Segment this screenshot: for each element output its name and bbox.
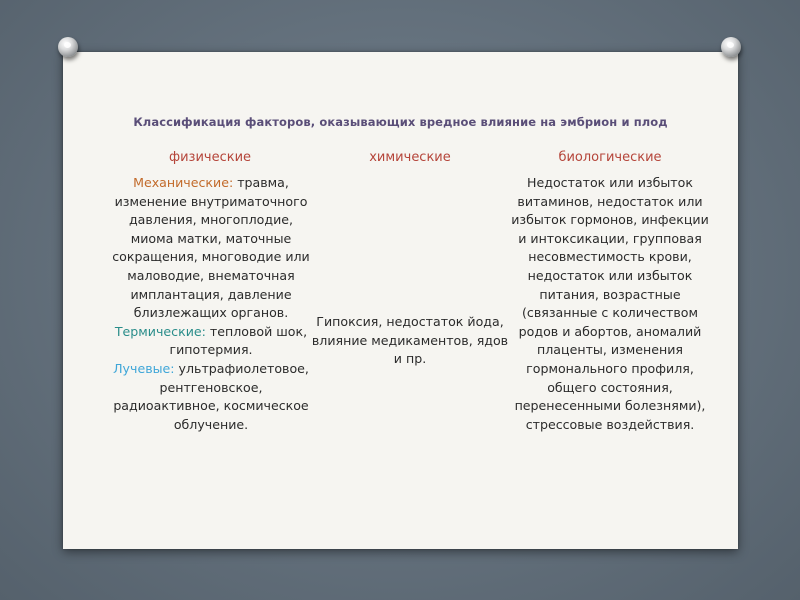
- thermal-label: Термические:: [114, 323, 206, 339]
- header-biological: биологические: [558, 150, 662, 165]
- pushpin-icon: [58, 37, 78, 57]
- header-physical: физические: [168, 150, 252, 165]
- radiation-label: Лучевые:: [113, 360, 175, 376]
- biological-factors-text: Недостаток или избыток витаминов, недостаток или избыток гормонов, инфекции и интоксикации, групповая несовместимость крови, недостаток или избыток питания, возрастные (связанные с количеством родов и абортов, аномалий плаценты, изменения гормонального профиля, общего состояния, перенесенными болезнями), стрессовые воздействия.: [511, 175, 709, 432]
- radiation-text: ультрафиолетовое, рентгеновское, радиоактивное, космическое облучение.: [113, 360, 309, 432]
- thermal-text: тепловой шок, гипотермия.: [169, 323, 308, 358]
- mechanical-label: Механические:: [133, 175, 234, 190]
- chemical-factors-text: Гипоксия, недостаток йода, влияние медикаментов, ядов и пр.: [311, 314, 509, 367]
- mechanical-text: травма, изменение внутриматочного давления, многоплодие, миома матки, маточные сокращения, многоводие или маловодие, внематочная имплантация, давление близлежащих органов.: [112, 175, 310, 321]
- header-chemical: химические: [369, 150, 451, 165]
- physical-factors-text: [112, 174, 310, 434]
- pushpin-icon: [721, 37, 741, 57]
- slide-title: Классификация факторов, оказывающих вредное влияние на эмбрион и плод: [133, 115, 668, 129]
